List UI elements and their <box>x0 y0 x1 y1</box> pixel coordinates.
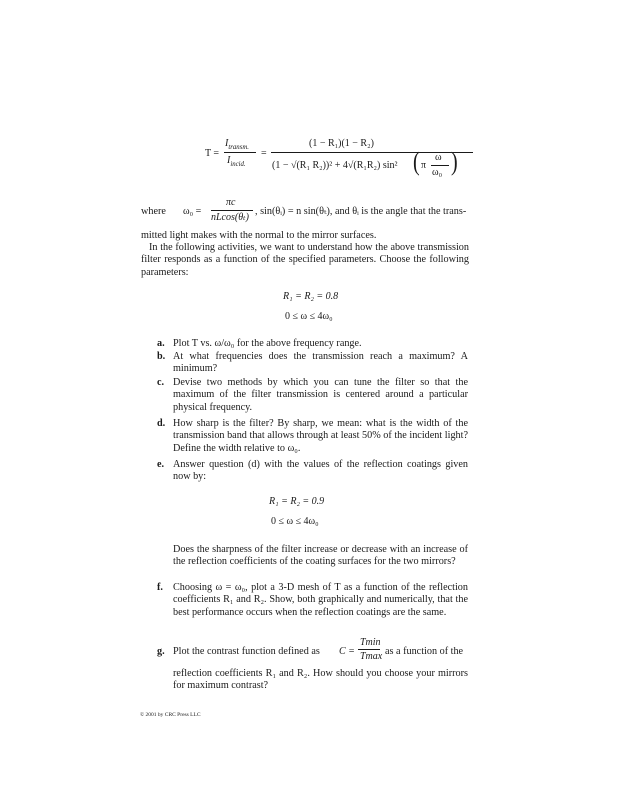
eq-numerator: (1 − R₁)(1 − R₂) <box>309 138 374 149</box>
list-item-d <box>157 418 468 455</box>
list-item-g <box>157 638 468 698</box>
item-label: e. <box>157 459 165 470</box>
eq-itrans: $I_{transm.}$ <box>225 138 249 151</box>
item-label: f. <box>157 582 163 593</box>
contrast-bar <box>358 649 380 650</box>
eq-pi: π <box>421 160 427 171</box>
list-item-c <box>157 377 468 414</box>
snell-text: , sin(θᵢ) = n sin(θₜ), and θᵢ is the angle that the trans- <box>255 206 467 217</box>
params1-line2: 0 ≤ ω ≤ 4ω₀ <box>285 311 333 322</box>
omega0-bar <box>211 210 253 211</box>
where-word: where <box>141 206 166 217</box>
item-label: b. <box>157 351 166 362</box>
list-item-e <box>157 459 468 484</box>
where-line <box>141 197 469 230</box>
params2-line1: R₁ = R₂ = 0.9 <box>269 496 325 507</box>
omega0-def: ω₀ = <box>183 206 202 217</box>
eq-main-fraction-bar <box>271 152 473 153</box>
eq-omega-bar <box>431 165 449 166</box>
eq-iincid: $I_{incid.}$ <box>227 155 246 168</box>
eq-omega0: ω₀ <box>432 167 443 178</box>
transmission-equation <box>205 138 475 188</box>
params1-line1: R₁ = R₂ = 0.8 <box>283 291 339 302</box>
item-g-text-cont: reflection coefficients R₁ and R₂. How should you choose your mirrors for maximum contrast? <box>173 668 468 692</box>
eq-denominator: (1 − √(R₁ R₂))² + 4√(R₁R₂) sin² <box>272 160 398 171</box>
sharpness-paragraph: Does the sharpness of the filter increase or decrease with an increase of the reflection coefficients of the coating surfaces for the two mirrors? <box>173 544 468 568</box>
item-text: Choosing ω = ω₀, plot a 3-D mesh of T as a function of the reflection coefficients R₁ and R₂. Show, both graphically and numerically, that the best performance occurs when the reflection coatings are the same. <box>173 582 468 618</box>
contrast-tmin: Tmin <box>360 637 381 648</box>
item-label: g. <box>157 646 165 657</box>
where-continuation: mitted light makes with the normal to the mirror surfaces. <box>141 230 377 241</box>
copyright-footer: © 2001 by CRC Press LLC <box>140 712 201 718</box>
omega0-num: πc <box>226 197 236 208</box>
eq-right-paren: ) <box>451 147 458 177</box>
params2-line2: 0 ≤ ω ≤ 4ω₀ <box>271 516 319 527</box>
eq-lhs: T = <box>205 148 220 159</box>
item-text: At what frequencies does the transmission reach a maximum? A minimum? <box>173 351 468 375</box>
item-text: Devise two methods by which you can tune the filter so that the maximum of the filter transmission is centered around a particular physical frequency. <box>173 377 468 413</box>
item-text: How sharp is the filter? By sharp, we mean: what is the width of the transmission band that allows through at least 50% of the incident light? Define the width relative to ω₀. <box>173 418 468 454</box>
item-label: c. <box>157 377 165 388</box>
item-label: a. <box>157 338 165 349</box>
list-item-f <box>157 582 468 619</box>
item-label: d. <box>157 418 166 429</box>
eq-equals: = <box>261 148 267 159</box>
item-text: Plot T vs. ω/ω₀ for the above frequency range. <box>173 338 362 349</box>
list-item-b <box>157 351 468 376</box>
eq-left-paren: ( <box>413 147 420 177</box>
eq-fraction-bar <box>224 152 256 153</box>
item-g-text-after: as a function of the <box>385 646 464 657</box>
item-text: Answer question (d) with the values of the reflection coatings given now by: <box>173 459 468 483</box>
contrast-c: C = <box>339 646 355 657</box>
list-item-a <box>157 338 468 350</box>
intro-paragraph: In the following activities, we want to understand how the above transmission filter responds as a function of the specified parameters. Choose the following parameters: <box>141 242 469 278</box>
item-g-text-before: Plot the contrast function defined as <box>173 646 320 657</box>
eq-omega: ω <box>435 152 442 163</box>
contrast-tmax: Tmax <box>360 651 383 662</box>
omega0-den: nLcos(θₜ) <box>211 212 249 223</box>
